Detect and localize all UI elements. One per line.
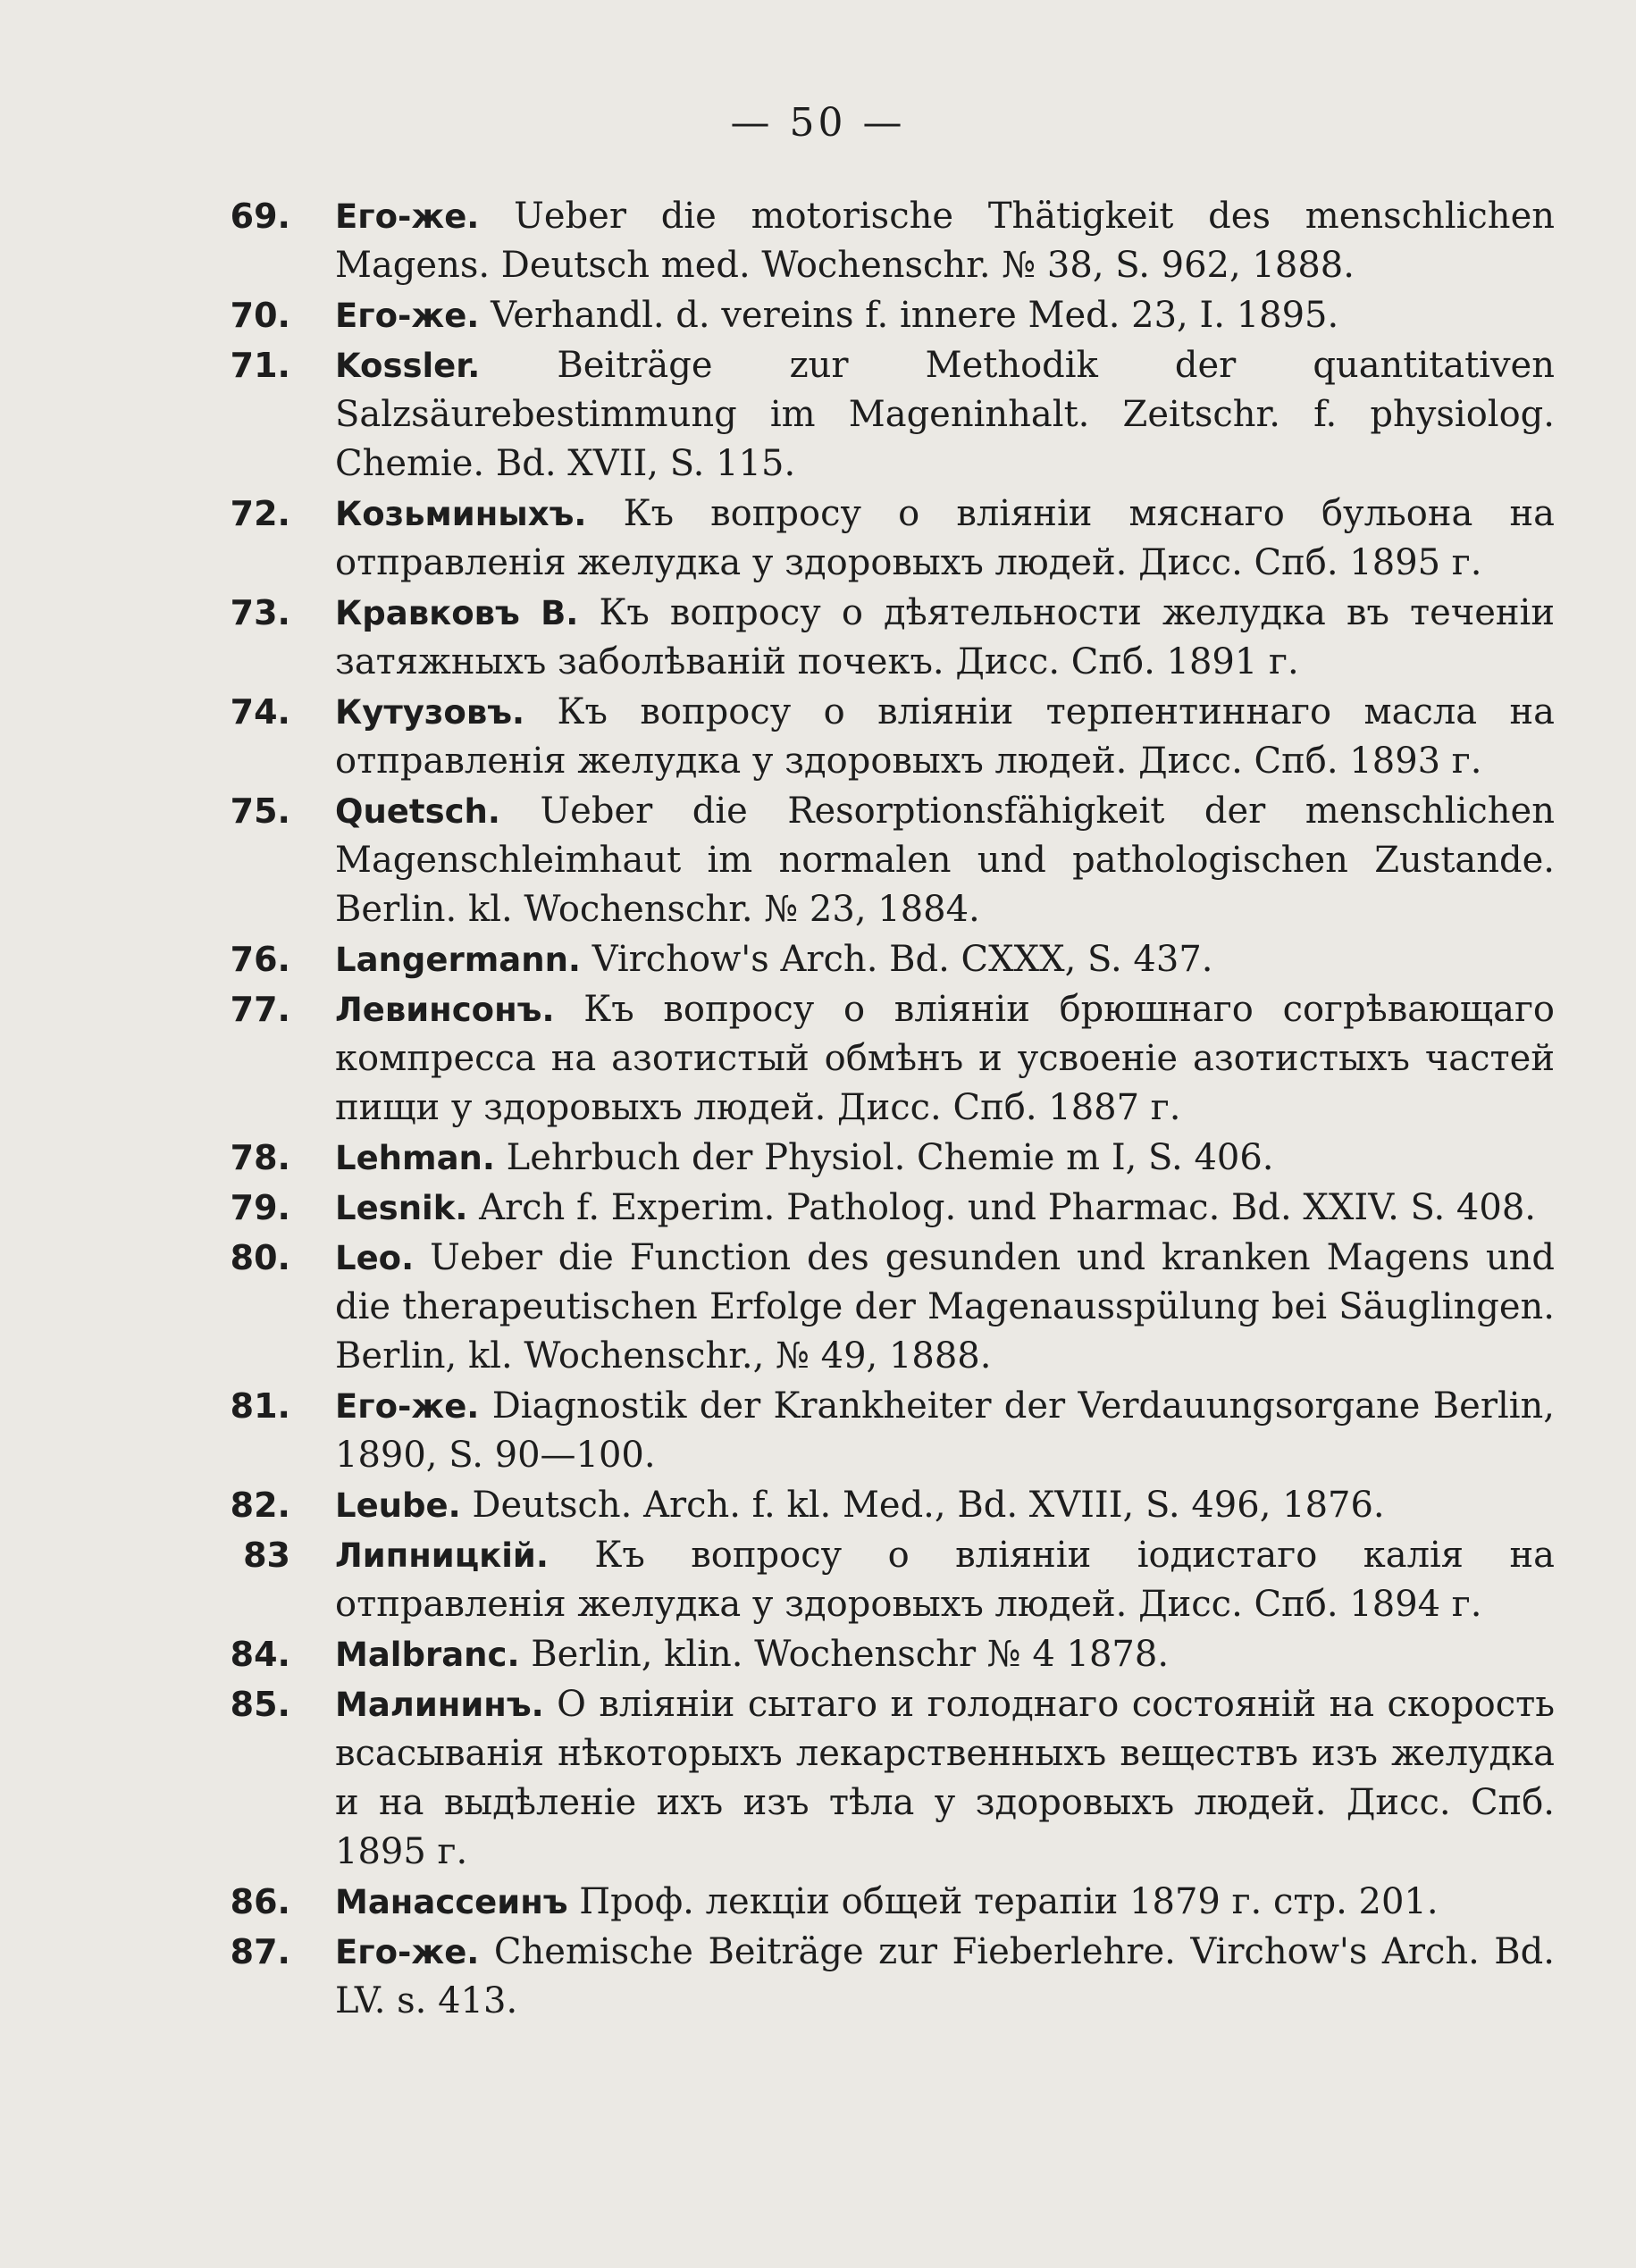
reference-80 [188,1234,1555,1381]
reference-78 [188,1134,1555,1183]
reference-text: Ueber die motorische Thätigkeit des menschlichen Magens. Deutsch med. Wochenschr. № 38, S. 962, 1888. [335,196,1555,286]
reference-number: 80. [230,1238,290,1277]
reference-number: 79. [230,1188,290,1227]
reference-86 [188,1878,1555,1927]
reference-71 [188,341,1555,489]
reference-number: 70. [230,296,290,335]
reference-text: Chemische Beiträge zur Fieberlehre. Virchow's Arch. Bd. LV. s. 413. [335,1931,1556,2021]
reference-author: Quetsch. [335,792,500,831]
reference-number: 77. [230,990,290,1029]
reference-number: 75. [230,791,290,831]
reference-79 [188,1184,1555,1233]
reference-list [188,192,1555,2027]
reference-70 [188,291,1555,340]
reference-text: Проф. лекціи общей терапіи 1879 г. стр. 201. [579,1881,1439,1922]
reference-81 [188,1382,1555,1480]
reference-text: Къ вопросу о вліяніи брюшнаго согрѣвающаго компресса на азотистый обмѣнъ и усвоеніе азотистыхъ частей пищи у здоровыхъ людей. Дисс. Спб. 1887 г. [335,989,1556,1128]
reference-author: Leube. [335,1486,461,1525]
reference-number: 69. [230,197,290,236]
reference-author: Кравковъ В. [335,594,579,632]
reference-number: 76. [230,940,290,979]
reference-author: Его-же. [335,297,480,335]
reference-84 [188,1630,1555,1679]
reference-number: 85. [230,1685,290,1724]
reference-author: Leo. [335,1239,415,1277]
reference-text: Къ вопросу о вліяніи іодистаго калія на отправленія желудка у здоровыхъ людей. Дисс. Спб. 1894 г. [335,1535,1555,1625]
reference-85 [188,1680,1555,1877]
reference-text: Къ вопросу о вліяніи терпентиннаго масла на отправленія желудка у здоровыхъ людей. Дисс. Спб. 1893 г. [335,691,1555,782]
reference-author: Манассеинъ [335,1883,568,1921]
reference-author: Липницкій. [335,1536,549,1575]
reference-75 [188,787,1555,934]
reference-number: 71. [230,346,290,385]
reference-author: Его-же. [335,1387,480,1426]
reference-number: 87. [230,1932,290,1971]
reference-author: Langermann. [335,941,581,979]
reference-author: Левинсонъ. [335,991,555,1029]
reference-number: 83 [243,1536,290,1575]
reference-number: 86. [230,1882,290,1921]
reference-text: Deutsch. Arch. f. kl. Med., Bd. XVIII, S. 496, 1876. [472,1485,1385,1526]
reference-author: Его-же. [335,197,480,236]
reference-number: 84. [230,1635,290,1674]
reference-author: Козьминыхъ. [335,495,587,533]
reference-text: Verhandl. d. vereins f. innere Med. 23, I. 1895. [491,295,1339,336]
reference-74 [188,688,1555,786]
reference-text: Arch f. Experim. Patholog. und Pharmac. Bd. XXIV. S. 408. [479,1187,1536,1228]
reference-number: 73. [230,593,290,632]
page-number: — 50 — [730,100,906,146]
reference-author: Kossler. [335,347,481,385]
reference-76 [188,935,1555,984]
reference-author: Lehman. [335,1139,495,1177]
reference-author: Кутузовъ. [335,693,525,732]
reference-text: Beiträge zur Methodik der quantitativen Salzsäurebestimmung im Mageninhalt. Zeitschr. f. physiolog. Chemie. Bd. XVII, S. 115. [335,345,1555,484]
reference-number: 81. [230,1386,290,1426]
reference-number: 82. [230,1485,290,1525]
reference-text: О вліяніи сытаго и голоднаго состояній на скорость всасыванія нѣкоторыхъ лекарственныхъ веществъ изъ желудка и на выдѣленіе ихъ изъ тѣла у здоровыхъ людей. Дисс. Спб. 1895 г. [335,1684,1555,1872]
reference-text: Къ вопросу о вліяніи мяснаго бульона на отправленія желудка у здоровыхъ людей. Дисс. Спб. 1895 г. [335,493,1555,583]
reference-69 [188,192,1555,290]
reference-author: Его-же. [335,1933,480,1971]
reference-83 [188,1531,1555,1629]
reference-77 [188,985,1555,1133]
reference-text: Lehrbuch der Physiol. Chemie m I, S. 406. [506,1137,1274,1178]
reference-text: Къ вопросу о дѣятельности желудка въ теченіи затяжныхъ заболѣваній почекъ. Дисс. Спб. 1891 г. [335,592,1556,682]
reference-text: Virchow's Arch. Bd. CXXX, S. 437. [591,939,1213,980]
reference-text: Ueber die Resorptionsfähigkeit der menschlichen Magenschleimhaut im normalen und pathologischen Zustande. Berlin. kl. Wochenschr. № 23, 1884. [335,791,1555,930]
reference-87 [188,1928,1555,2026]
reference-72 [188,490,1555,588]
reference-number: 72. [230,494,290,533]
reference-82 [188,1481,1555,1530]
reference-text: Ueber die Function des gesunden und kranken Magens und die therapeutischen Erfolge der Magenausspülung bei Säuglingen. Berlin, kl. Wochenschr., № 49, 1888. [335,1237,1555,1377]
reference-author: Lesnik. [335,1189,468,1227]
reference-author: Малининъ. [335,1686,544,1724]
reference-73 [188,589,1555,687]
reference-number: 78. [230,1138,290,1177]
reference-text: Diagnostik der Krankheiter der Verdauungsorgane Berlin, 1890, S. 90—100. [335,1385,1556,1476]
reference-author: Malbranc. [335,1636,520,1674]
reference-text: Berlin, klin. Wochenschr № 4 1878. [531,1634,1170,1675]
reference-number: 74. [230,692,290,732]
